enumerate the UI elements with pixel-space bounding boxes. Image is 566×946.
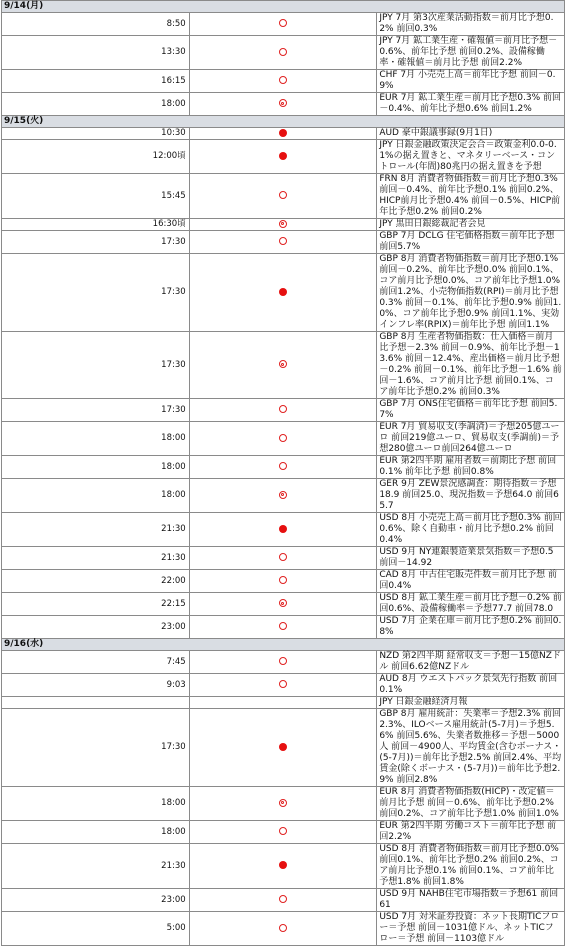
importance-high-icon	[279, 861, 287, 869]
importance-high-icon	[279, 525, 287, 533]
event-row	[2, 254, 565, 332]
event-time: 18:00	[2, 787, 190, 821]
event-row	[2, 332, 565, 399]
importance-high-icon	[279, 152, 287, 160]
importance-cell	[189, 422, 377, 456]
event-row	[2, 70, 565, 93]
event-time: 18:00	[2, 479, 190, 513]
importance-high-icon	[279, 743, 287, 751]
day-header-label: 9/14(月)	[2, 1, 565, 13]
event-time: 15:45	[2, 174, 190, 219]
importance-low-icon	[279, 553, 287, 561]
importance-cell	[189, 651, 377, 674]
importance-cell	[189, 13, 377, 36]
event-description: USD 9月 NY連銀製造業景気指数＝予想0.5 前回－14.92	[377, 547, 565, 570]
event-row	[2, 140, 565, 174]
day-header-label: 9/15(火)	[2, 116, 565, 128]
event-time: 21:30	[2, 513, 190, 547]
importance-low-icon	[279, 48, 287, 56]
importance-high-icon	[279, 129, 287, 137]
event-row	[2, 674, 565, 697]
event-time: 21:30	[2, 547, 190, 570]
importance-medium-icon	[279, 360, 287, 368]
event-time: 17:30	[2, 254, 190, 332]
importance-low-icon	[279, 76, 287, 84]
importance-cell	[189, 219, 377, 231]
event-time: 16:30頃	[2, 219, 190, 231]
event-row	[2, 174, 565, 219]
event-description: FRN 8月 消費者物価指数＝前月比予想0.3% 前回－0.4%、前年比予想0.1% 前回0.2%、HICP前月比予想0.4% 前回－0.5%、HICP前年比予想0.2% 前回0.2%	[377, 174, 565, 219]
event-time: 17:30	[2, 231, 190, 254]
event-row	[2, 593, 565, 616]
event-time: 8:50	[2, 13, 190, 36]
importance-cell	[189, 513, 377, 547]
event-description: NZD 第2四半期 経常収支＝予想－15億NZドル 前回6.62億NZドル	[377, 651, 565, 674]
event-row	[2, 422, 565, 456]
event-description: GBP 8月 生産者物価指数：仕入価格＝前月比予想－2.3% 前回－0.9%、前年比予想－13.6% 前回－12.4%、産出価格＝前月比予想－0.2% 前回－0.1%、前年比予想－1.6% 前回－1.6%、コア前月比予想 前回0.1%、コア前年比予想0.2% 前回0.3%	[377, 332, 565, 399]
event-description: JPY 7月 第3次産業活動指数＝前月比予想0.2% 前回0.3%	[377, 13, 565, 36]
event-row	[2, 128, 565, 140]
event-description: GBP 8月 消費者物価指数＝前月比予想0.1% 前回－0.2%、前年比予想0.0% 前回0.1%、コア前月比予想0.0%、コア前年比予想1.0% 前回1.2%、小売物価指数(RPI)＝前月比予想0.3% 前回－0.1%、前年比予想0.9% 前回1.0%、コア前年比予想0.9% 前回1.1%、実効インフレ率(RPIX)＝前年比予想 前回1.1%	[377, 254, 565, 332]
importance-low-icon	[279, 657, 287, 665]
importance-cell	[189, 821, 377, 844]
importance-medium-icon	[279, 220, 287, 228]
importance-cell	[189, 332, 377, 399]
event-description: JPY 日銀金融政策決定会合＝政策金利0.0-0.1%の据え置きと、マネタリーベース・コントロール(年間)80兆円の据え置きを予想	[377, 140, 565, 174]
event-description: JPY 日銀金融経済月報	[377, 697, 565, 709]
event-description: USD 8月 小売売上高＝前月比予想0.3% 前回0.6%、除く自動車・前月比予想0.2% 前回0.4%	[377, 513, 565, 547]
event-time: 22:00	[2, 570, 190, 593]
importance-low-icon	[279, 576, 287, 584]
importance-medium-icon	[279, 599, 287, 607]
event-description: USD 9月 NAHB住宅市場指数＝予想61 前回61	[377, 889, 565, 912]
event-description: GER 9月 ZEW景況感調査：期待指数＝予想18.9 前回25.0、現況指数＝予想64.0 前回65.7	[377, 479, 565, 513]
importance-low-icon	[279, 924, 287, 932]
event-row	[2, 616, 565, 639]
importance-low-icon	[279, 405, 287, 413]
event-time: 17:30	[2, 399, 190, 422]
event-time	[2, 697, 190, 709]
event-description: AUD 豪中銀議事録(9月1日)	[377, 128, 565, 140]
event-time: 18:00	[2, 456, 190, 479]
day-header	[2, 1, 565, 13]
importance-cell	[189, 140, 377, 174]
event-description: GBP 8月 雇用統計：失業率＝予想2.3% 前回2.3%、ILOベース雇用統計(5-7月)＝予想5.6% 前回5.6%、失業者数推移＝予想－5000人 前回－4900人、平均賃金(含むボーナス・(5-7月))＝前年比予想2.5% 前回2.4%、平均賃金(除くボーナス・(5-7月))＝前年比予想2.9% 前回2.8%	[377, 709, 565, 787]
importance-low-icon	[279, 622, 287, 630]
importance-cell	[189, 844, 377, 889]
event-description: EUR 第2四半期 労働コスト＝前年比予想 前回2.2%	[377, 821, 565, 844]
importance-cell	[189, 456, 377, 479]
event-time: 10:30	[2, 128, 190, 140]
event-description: GBP 7月 ONS住宅価格＝前年比予想 前回5.7%	[377, 399, 565, 422]
event-time: 18:00	[2, 422, 190, 456]
economic-calendar-table	[1, 0, 565, 946]
importance-cell	[189, 787, 377, 821]
importance-cell	[189, 547, 377, 570]
importance-low-icon	[279, 680, 287, 688]
importance-low-icon	[279, 191, 287, 199]
importance-high-icon	[279, 288, 287, 296]
importance-cell	[189, 36, 377, 70]
event-time: 22:15	[2, 593, 190, 616]
importance-cell	[189, 128, 377, 140]
event-description: EUR 7月 鉱工業生産＝前月比予想0.3% 前回－0.4%、前年比予想0.6% 前回1.2%	[377, 93, 565, 116]
event-row	[2, 889, 565, 912]
importance-low-icon	[279, 462, 287, 470]
importance-cell	[189, 70, 377, 93]
event-time: 13:30	[2, 36, 190, 70]
event-description: USD 7月 企業在庫＝前月比予想0.2% 前回0.8%	[377, 616, 565, 639]
event-description: USD 8月 鉱工業生産＝前月比予想－0.2% 前回0.6%、設備稼働率＝予想77.7 前回78.0	[377, 593, 565, 616]
importance-cell	[189, 674, 377, 697]
day-header-label: 9/16(水)	[2, 639, 565, 651]
importance-low-icon	[279, 237, 287, 245]
importance-cell	[189, 399, 377, 422]
event-row	[2, 399, 565, 422]
event-row	[2, 821, 565, 844]
event-time: 17:30	[2, 709, 190, 787]
importance-low-icon	[279, 19, 287, 27]
importance-low-icon	[279, 827, 287, 835]
event-description: EUR 8月 消費者物価指数(HICP)・改定値＝前月比予想 前回－0.6%、前年比予想0.2% 前回0.2%、コア前年比予想1.0% 前回1.0%	[377, 787, 565, 821]
event-row	[2, 912, 565, 946]
event-row	[2, 513, 565, 547]
importance-cell	[189, 709, 377, 787]
importance-cell	[189, 479, 377, 513]
importance-medium-icon	[279, 799, 287, 807]
event-row	[2, 570, 565, 593]
event-row	[2, 697, 565, 709]
importance-cell	[189, 912, 377, 946]
importance-cell	[189, 174, 377, 219]
event-row	[2, 787, 565, 821]
day-header	[2, 116, 565, 128]
event-row	[2, 479, 565, 513]
importance-cell	[189, 593, 377, 616]
event-time: 23:00	[2, 889, 190, 912]
event-row	[2, 219, 565, 231]
event-description: CAD 8月 中古住宅販売件数＝前月比予想 前回0.4%	[377, 570, 565, 593]
importance-cell	[189, 231, 377, 254]
calendar-body	[2, 1, 565, 946]
importance-cell	[189, 697, 377, 709]
importance-cell	[189, 93, 377, 116]
event-row	[2, 456, 565, 479]
event-time: 5:00	[2, 912, 190, 946]
event-time: 7:45	[2, 651, 190, 674]
importance-low-icon	[279, 434, 287, 442]
event-description: USD 8月 消費者物価指数＝前月比予想0.0% 前回0.1%、前年比予想0.2% 前回0.2%、コア前月比予想0.1% 前回0.1%、コア前年比予想1.8% 前回1.8%	[377, 844, 565, 889]
event-row	[2, 231, 565, 254]
event-row	[2, 651, 565, 674]
event-description: JPY 7月 鉱工業生産・確報値＝前月比予想－0.6%、前年比予想 前回0.2%、設備稼働率・確報値＝前月比予想 前回2.2%	[377, 36, 565, 70]
event-row	[2, 93, 565, 116]
event-description: CHF 7月 小売売上高＝前年比予想 前回－0.9%	[377, 70, 565, 93]
event-row	[2, 13, 565, 36]
event-time: 12:00頃	[2, 140, 190, 174]
importance-medium-icon	[279, 99, 287, 107]
event-time: 18:00	[2, 93, 190, 116]
event-description: AUD 8月 ウエストパック景気先行指数 前回0.1%	[377, 674, 565, 697]
importance-cell	[189, 616, 377, 639]
event-time: 9:03	[2, 674, 190, 697]
importance-cell	[189, 254, 377, 332]
day-header	[2, 639, 565, 651]
event-description: EUR 第2四半期 雇用者数＝前期比予想 前回0.1% 前年比予想 前回0.8%	[377, 456, 565, 479]
event-row	[2, 36, 565, 70]
importance-cell	[189, 570, 377, 593]
event-description: GBP 7月 DCLG 住宅価格指数＝前年比予想 前回5.7%	[377, 231, 565, 254]
event-row	[2, 844, 565, 889]
event-time: 18:00	[2, 821, 190, 844]
importance-low-icon	[279, 895, 287, 903]
importance-medium-icon	[279, 491, 287, 499]
event-description: JPY 黒田日銀総裁記者会見	[377, 219, 565, 231]
event-time: 21:30	[2, 844, 190, 889]
event-row	[2, 547, 565, 570]
event-time: 23:00	[2, 616, 190, 639]
event-time: 17:30	[2, 332, 190, 399]
event-row	[2, 709, 565, 787]
event-time: 16:15	[2, 70, 190, 93]
importance-cell	[189, 889, 377, 912]
event-description: USD 7月 対米証券投資：ネット長期TICフロー＝予想 前回－1031億ドル、ネットTICフロー＝予想 前回－1103億ドル	[377, 912, 565, 946]
event-description: EUR 7月 貿易収支(季調済)＝予想205億ユーロ 前回219億ユーロ、貿易収支(季調前)＝予想280億ユーロ前回264億ユーロ	[377, 422, 565, 456]
